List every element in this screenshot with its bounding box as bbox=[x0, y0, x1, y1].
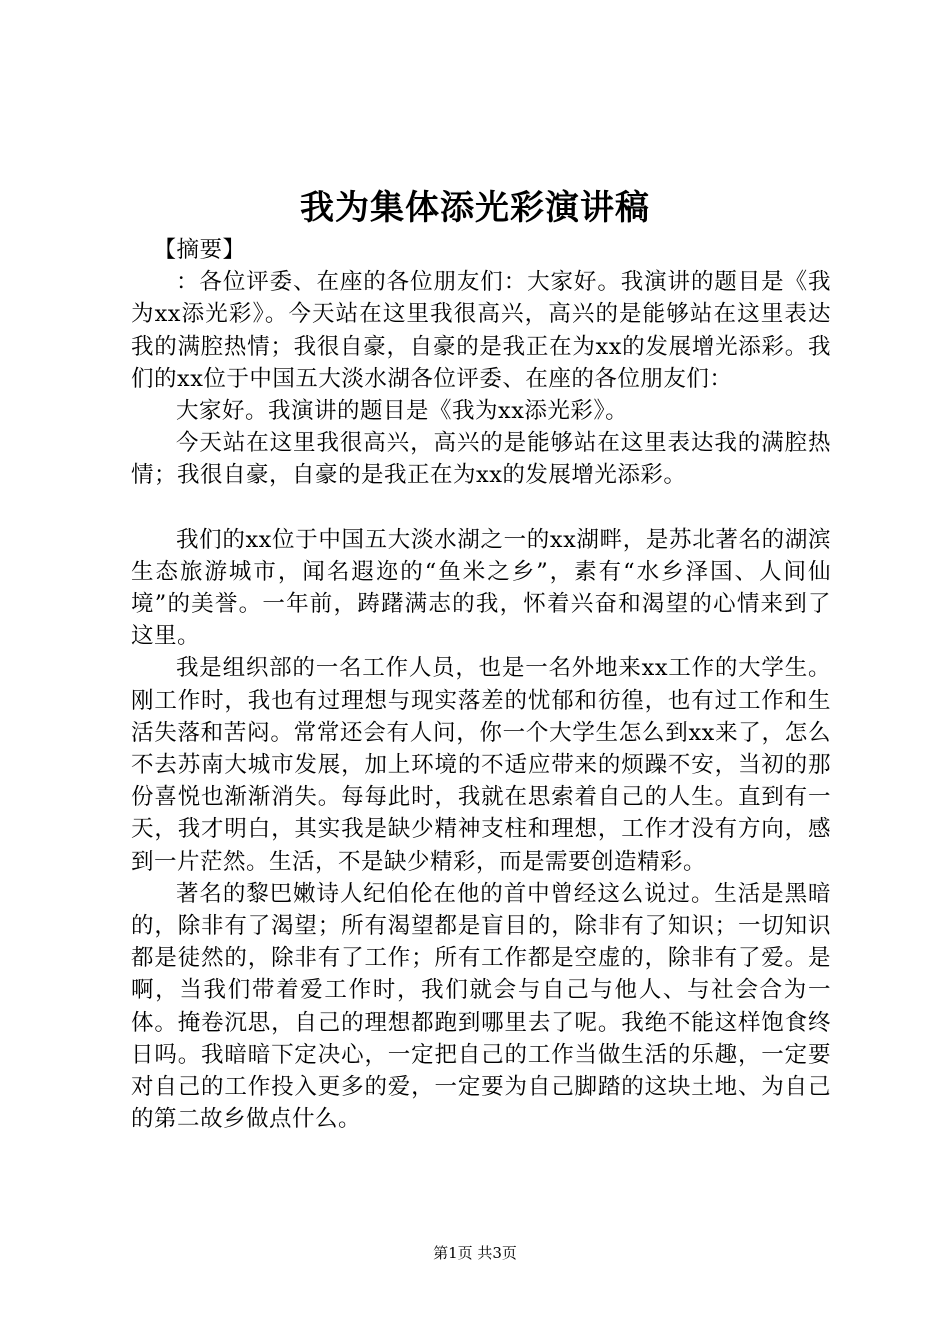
document-body bbox=[131, 234, 831, 1135]
paragraph-gap bbox=[131, 492, 831, 524]
body-paragraph-2: 大家好。我演讲的题目是《我为xx添光彩》。 bbox=[176, 398, 629, 425]
body-paragraph-1: ：各位评委、在座的各位朋友们：大家好。我演讲的题目是《我为xx添光彩》。今天站在这里我很高兴，高兴的是能够站在这里表达我的满腔热情；我很自豪，自豪的是我正在为xx的发展增光添彩。我们的xx位于中国五大淡水湖各位评委、在座的各位朋友们： bbox=[131, 269, 831, 392]
body-paragraph-6: 著名的黎巴嫩诗人纪伯伦在他的首中曾经这么说过。生活是黑暗的，除非有了渴望；所有渴望都是盲目的，除非有了知识；一切知识都是徒然的，除非有了工作；所有工作都是空虚的，除非有了爱。是啊，当我们带着爱工作时，我们就会与自己与他人、与社会合为一体。掩卷沉思，自己的理想都跑到哪里去了呢。我绝不能这样饱食终日吗。我暗暗下定决心，一定把自己的工作当做生活的乐趣，一定要对自己的工作投入更多的爱，一定要为自己脚踏的这块土地、为自己的第二故乡做点什么。 bbox=[131, 880, 831, 1133]
body-paragraph-3: 今天站在这里我很高兴，高兴的是能够站在这里表达我的满腔热情；我很自豪，自豪的是我正在为xx的发展增光添彩。 bbox=[131, 430, 831, 489]
page-footer: 第1页 共3页 bbox=[433, 1244, 517, 1262]
document-title: 我为集体添光彩演讲稿 bbox=[300, 188, 650, 228]
body-paragraph-4: 我们的xx位于中国五大淡水湖之一的xx湖畔，是苏北著名的湖滨生态旅游城市，闻名遐迩的“鱼米之乡”，素有“水乡泽国、人间仙境”的美誉。一年前，踌躇满志的我，怀着兴奋和渴望的心情来到了这里。 bbox=[131, 526, 831, 650]
body-paragraph-5: 我是组织部的一名工作人员，也是一名外地来xx工作的大学生。刚工作时，我也有过理想与现实落差的忧郁和彷徨，也有过工作和生活失落和苦闷。常常还会有人问，你一个大学生怎么到xx来了，怎么不去苏南大城市发展，加上环境的不适应带来的烦躁不安，当初的那份喜悦也渐渐消失。每每此时，我就在思索着自己的人生。直到有一天，我才明白，其实我是缺少精神支柱和理想，工作才没有方向，感到一片茫然。生活，不是缺少精彩，而是需要创造精彩。 bbox=[131, 655, 831, 875]
abstract-label: 【摘要】 bbox=[153, 237, 246, 263]
